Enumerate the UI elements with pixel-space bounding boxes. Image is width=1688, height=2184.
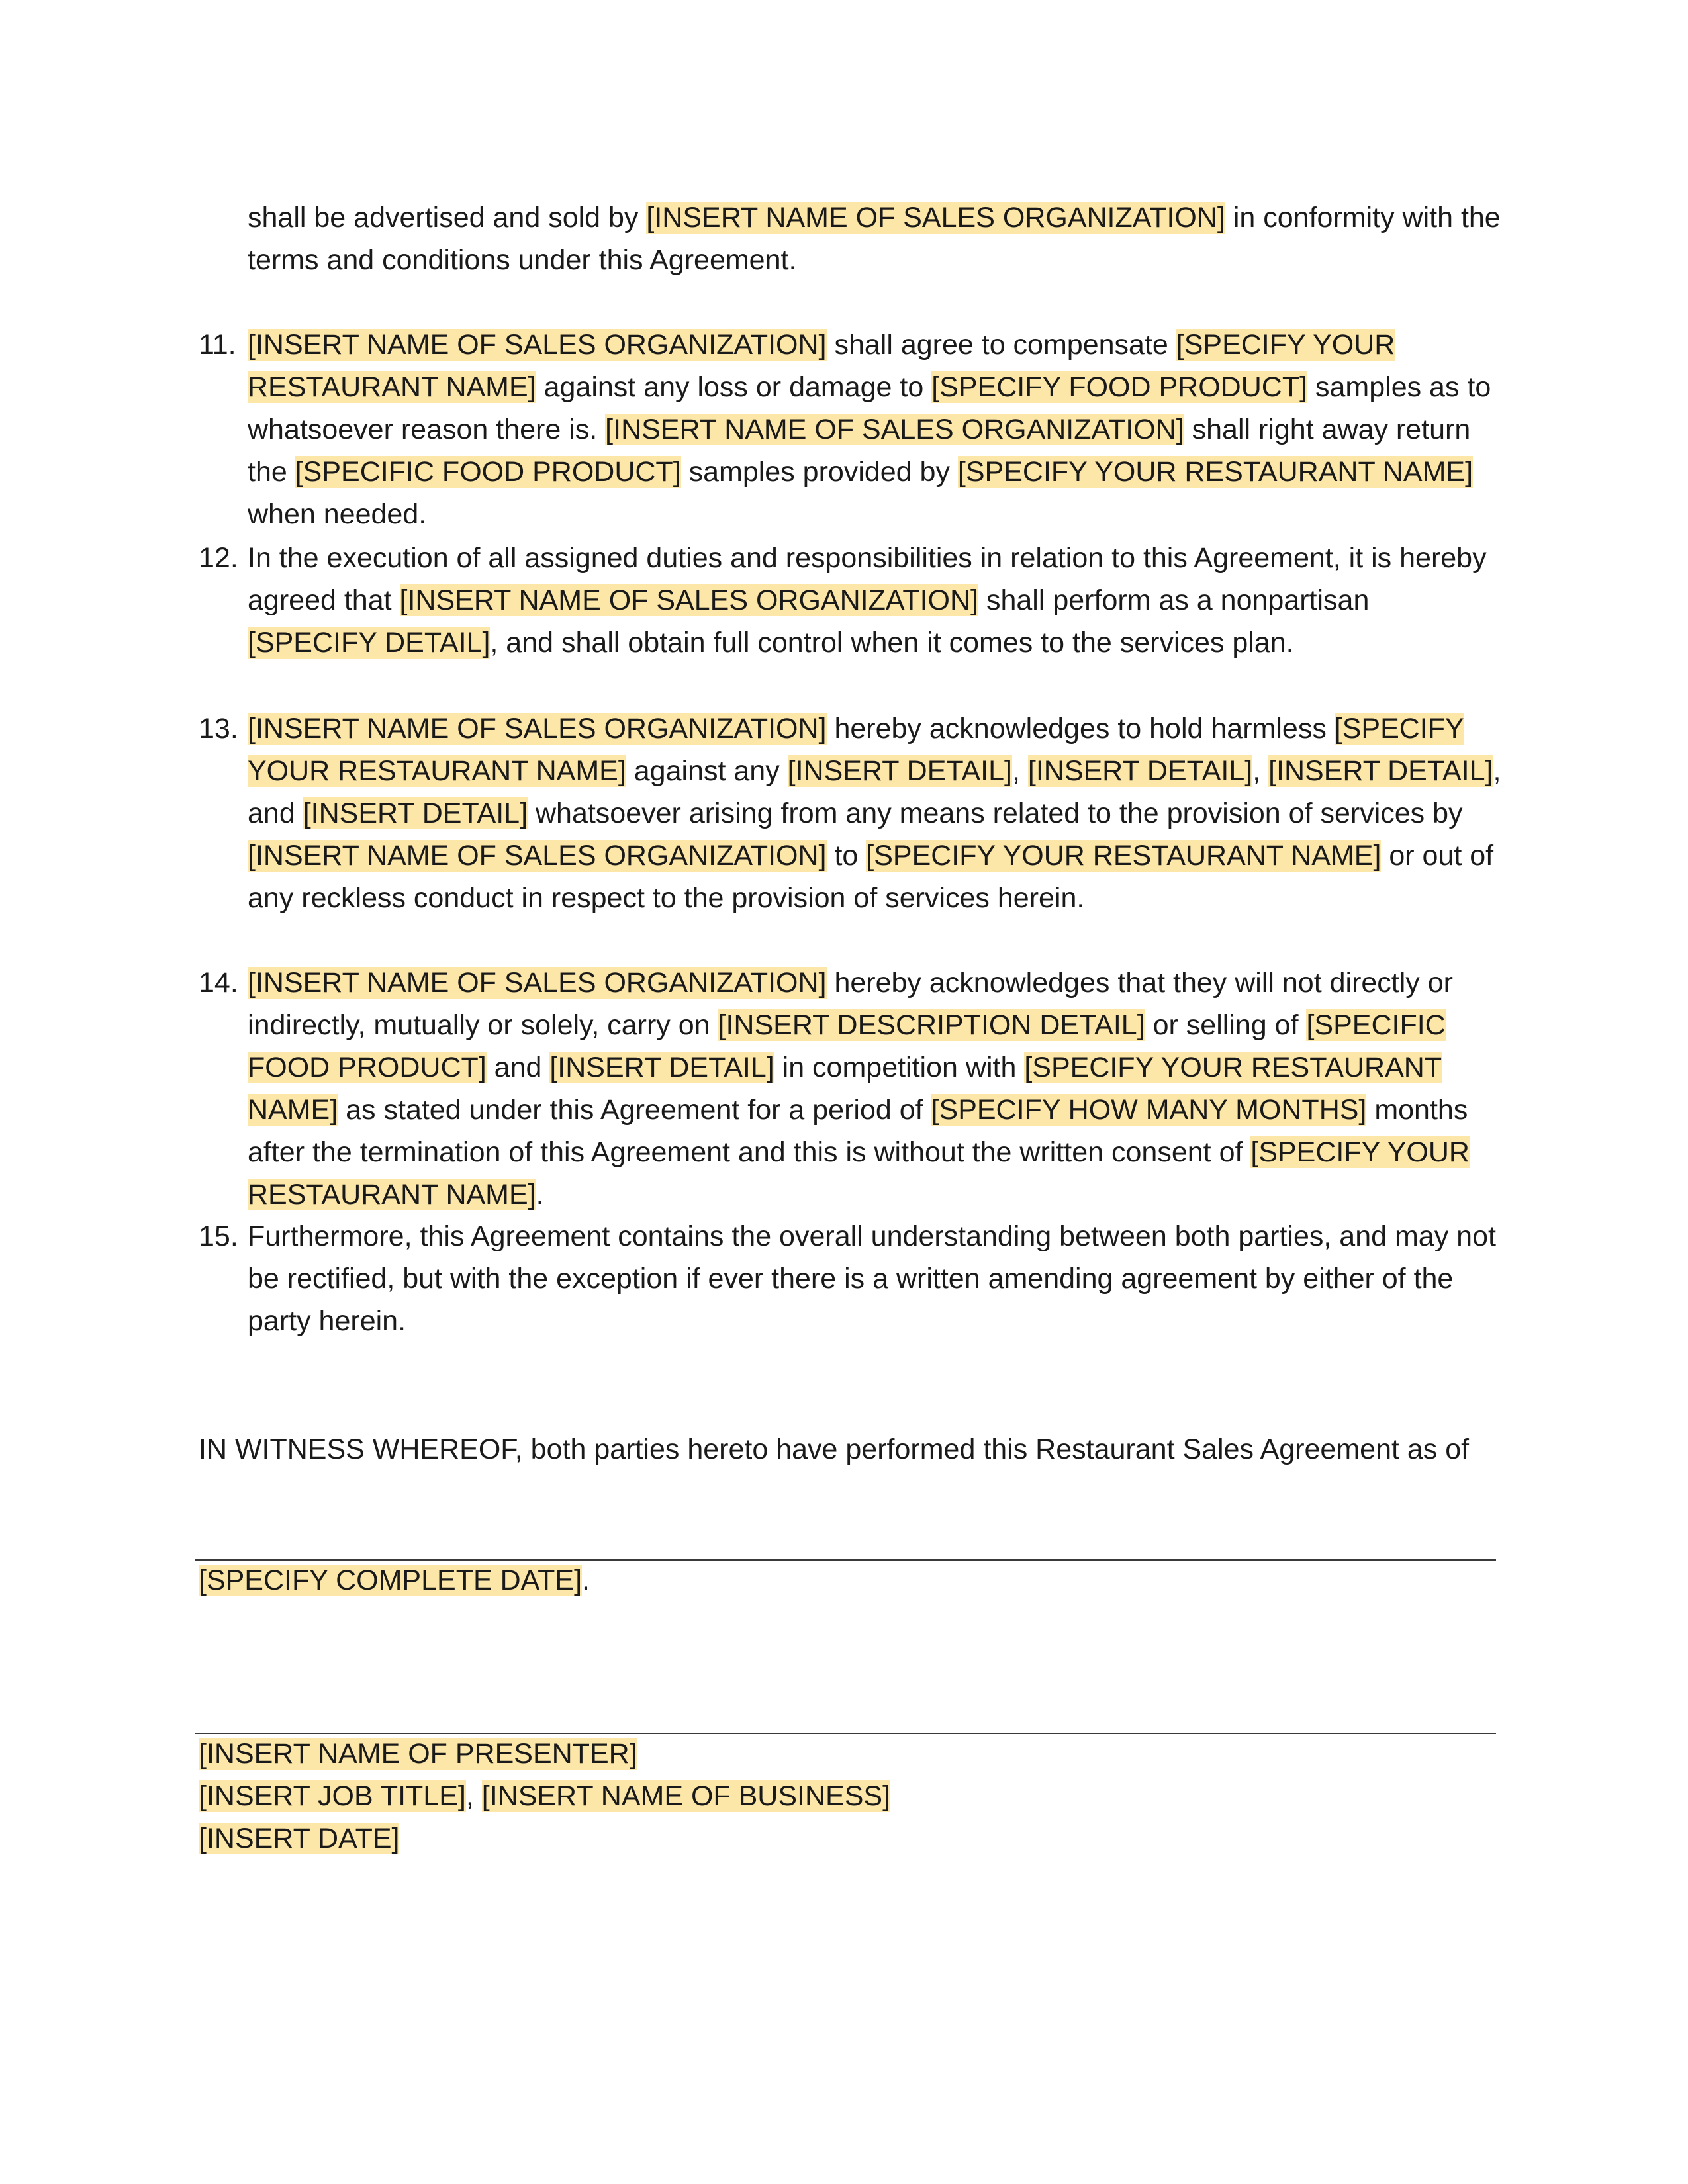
clause-text: , [1252, 755, 1269, 787]
clause-text: , [1011, 755, 1028, 787]
clause-text: hereby acknowledges that they will not directly or indirectly, mutually or solely, carry on [248, 967, 1453, 1041]
clause-text: hereby acknowledges to hold harmless [826, 713, 1335, 745]
witness-date [199, 1559, 1496, 1602]
placeholder-date: [INSERT DATE] [199, 1823, 400, 1854]
clause-text: samples provided by [680, 456, 958, 488]
placeholder-field: [INSERT DETAIL] [549, 1052, 774, 1083]
clause-text: shall perform as a nonpartisan [978, 584, 1370, 616]
clause-text: samples as to whatsoever reason there is. [248, 371, 1491, 445]
clause-body [248, 962, 1505, 1216]
clause-number: 13. [199, 713, 238, 745]
clause-text: , and shall obtain full control when it comes to the services plan. [490, 627, 1294, 659]
placeholder-field: [INSERT NAME OF SALES ORGANIZATION] [248, 840, 827, 872]
placeholder-job-title: [INSERT JOB TITLE] [199, 1780, 466, 1812]
placeholder-sales-organization: [INSERT NAME OF SALES ORGANIZATION] [646, 202, 1225, 234]
clause-text: and [486, 1052, 550, 1083]
clause-text: against any [626, 755, 788, 787]
placeholder-field: [SPECIFY DETAIL] [248, 627, 491, 659]
placeholder-field: [INSERT DETAIL] [1027, 755, 1253, 787]
clause-number: 11. [199, 329, 236, 361]
placeholder-field: [SPECIFY YOUR RESTAURANT NAME] [957, 456, 1474, 488]
clause-text: . [536, 1179, 544, 1210]
clause-text: whatsoever arising from any means related to the provision of services by [528, 797, 1463, 829]
date-line [199, 1817, 1496, 1860]
clause-text: months after the termination of this Agreement and this is without the written consent of [248, 1094, 1468, 1168]
clause-text: in competition with [774, 1052, 1025, 1083]
date-suffix: . [582, 1565, 590, 1596]
clause-text: when needed. [248, 498, 427, 530]
placeholder-field: [SPECIFIC FOOD PRODUCT] [295, 456, 681, 488]
witness-statement: IN WITNESS WHEREOF, both parties hereto have performed this Restaurant Sales Agreement as of [199, 1433, 1470, 1465]
placeholder-field: [INSERT DETAIL] [1268, 755, 1493, 787]
clause-body [248, 324, 1505, 535]
placeholder-field: [SPECIFY YOUR RESTAURANT NAME] [866, 840, 1382, 872]
continuation-text-1: shall be advertised and sold by [248, 202, 647, 234]
clause-text: as stated under this Agreement for a period of [338, 1094, 931, 1126]
clause-text: shall right away return the [248, 414, 1471, 488]
clause-body [248, 707, 1505, 919]
clause-text: Furthermore, this Agreement contains the overall understanding between both parties, and may not be rectified, but with the exception if ever there is a written amending agreement by either of the party herein. [248, 1220, 1496, 1337]
placeholder-field: [SPECIFY YOUR RESTAURANT NAME] [248, 1136, 1470, 1210]
placeholder-complete-date: [SPECIFY COMPLETE DATE] [199, 1565, 583, 1596]
placeholder-field: [INSERT NAME OF SALES ORGANIZATION] [248, 967, 827, 999]
clause-body [248, 537, 1505, 664]
clause-body [248, 1215, 1505, 1342]
continuation-text-2: in conformity with the terms and conditions under this Agreement. [248, 202, 1501, 276]
clause-text: against any loss or damage to [536, 371, 932, 403]
clause-text: to [826, 840, 867, 872]
presenter-line [199, 1733, 1496, 1775]
title-business-line [199, 1775, 1496, 1817]
clause-text: or out of any reckless conduct in respect to the provision of services herein. [248, 840, 1494, 914]
clause-number: 12. [199, 542, 238, 574]
placeholder-field: [INSERT NAME OF SALES ORGANIZATION] [248, 713, 827, 745]
placeholder-field: [INSERT DETAIL] [303, 797, 528, 829]
clause-text: , and [248, 755, 1501, 829]
placeholder-field: [INSERT NAME OF SALES ORGANIZATION] [399, 584, 979, 616]
placeholder-presenter: [INSERT NAME OF PRESENTER] [199, 1738, 637, 1770]
placeholder-field: [INSERT DETAIL] [787, 755, 1012, 787]
clause-text: In the execution of all assigned duties and responsibilities in relation to this Agreement, it is hereby agreed that [248, 542, 1487, 616]
placeholder-field: [SPECIFY YOUR RESTAURANT NAME] [248, 329, 1395, 403]
clause-text: shall agree to compensate [826, 329, 1176, 361]
continuation-paragraph [248, 197, 1505, 281]
placeholder-business-name: [INSERT NAME OF BUSINESS] [481, 1780, 891, 1812]
placeholder-field: [SPECIFY YOUR RESTAURANT NAME] [248, 713, 1464, 787]
clause-number: 15. [199, 1220, 238, 1252]
placeholder-field: [SPECIFY FOOD PRODUCT] [931, 371, 1308, 403]
placeholder-field: [SPECIFY HOW MANY MONTHS] [931, 1094, 1367, 1126]
placeholder-field: [INSERT DESCRIPTION DETAIL] [718, 1009, 1145, 1041]
clause-text: or selling of [1145, 1009, 1307, 1041]
title-separator: , [465, 1780, 482, 1812]
clause-number: 14. [199, 967, 238, 999]
placeholder-field: [SPECIFY YOUR RESTAURANT NAME] [248, 1052, 1442, 1126]
placeholder-field: [INSERT NAME OF SALES ORGANIZATION] [248, 329, 827, 361]
placeholder-field: [INSERT NAME OF SALES ORGANIZATION] [605, 414, 1184, 445]
signature-block [199, 1733, 1496, 1860]
placeholder-field: [SPECIFIC FOOD PRODUCT] [248, 1009, 1446, 1083]
